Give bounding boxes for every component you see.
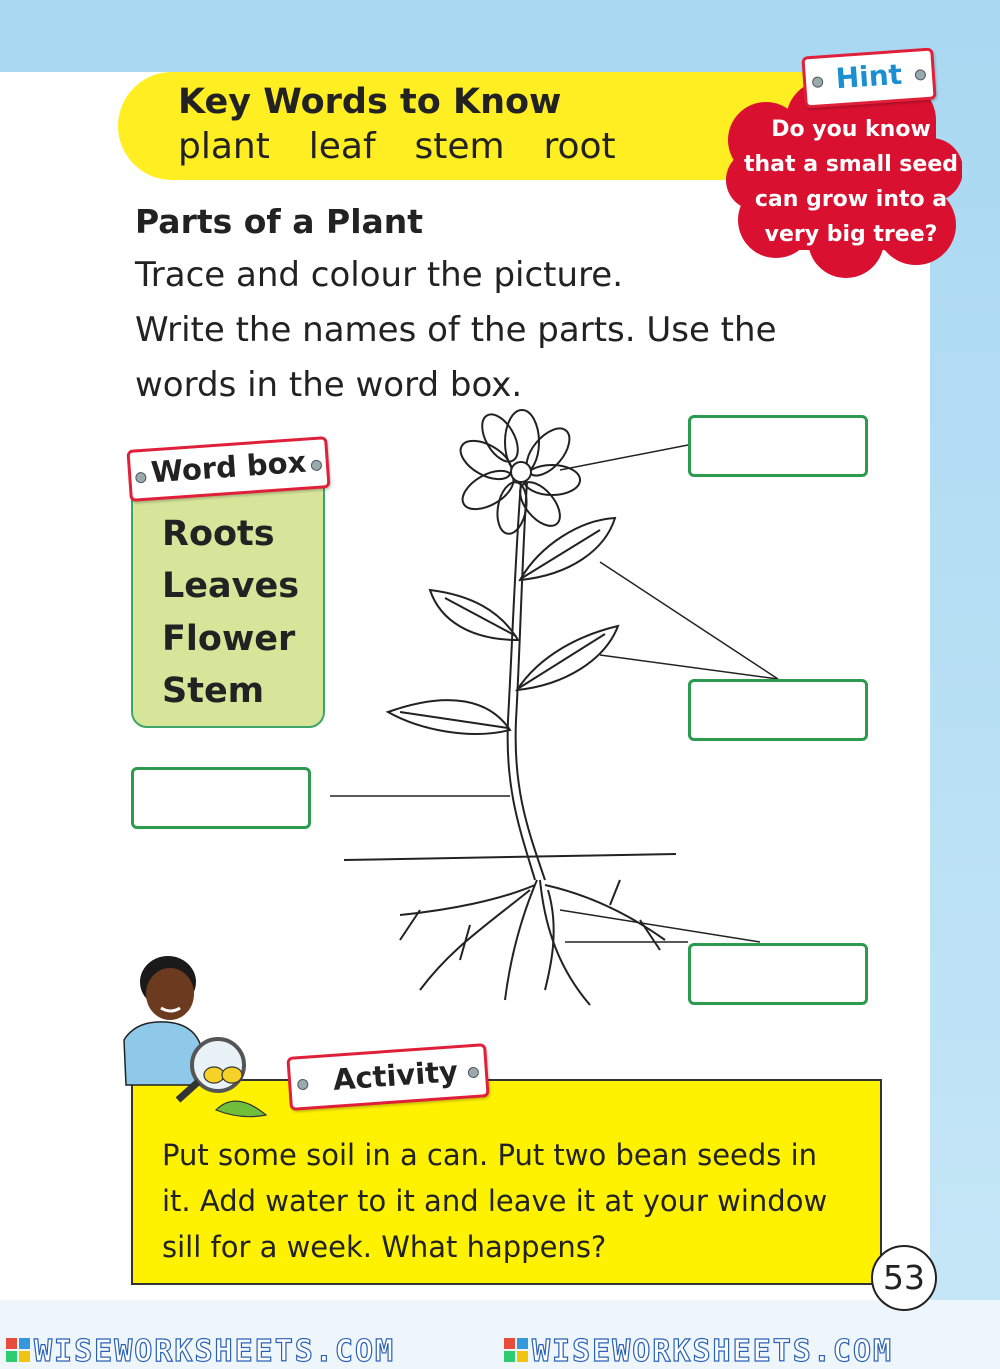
answer-box-flower[interactable] — [688, 415, 868, 477]
hint-line: can grow into a — [754, 187, 948, 212]
hint-text — [738, 112, 964, 252]
hint-line: Do you know — [771, 117, 931, 142]
boy-with-magnifier-icon — [106, 950, 276, 1130]
hint-line: very big tree? — [764, 222, 938, 247]
pin-icon — [135, 472, 147, 484]
watermark-logo-icon — [504, 1338, 528, 1362]
leaves-icon — [388, 518, 618, 734]
activity-line: sill for a week. What happens? — [162, 1230, 607, 1264]
instruction-line: Trace and colour the picture. — [135, 255, 624, 295]
soil-line — [344, 854, 676, 860]
watermark-logo-icon — [6, 1338, 30, 1362]
page-number: 53 — [871, 1245, 937, 1311]
activity-label: Activity — [331, 1054, 460, 1097]
flower-icon — [454, 408, 580, 536]
word-box-item-stem: Stem — [162, 671, 265, 711]
activity-line: Put some soil in a can. Put two bean seeds in — [162, 1138, 818, 1172]
hint-tag — [801, 47, 936, 108]
watermark-text: WISEWORKSHEETS.COM — [34, 1334, 396, 1369]
instruction-line: words in the word box. — [135, 365, 523, 405]
answer-box-roots[interactable] — [688, 943, 868, 1005]
pin-icon — [311, 459, 323, 471]
word-box-item-roots: Roots — [162, 514, 275, 554]
word-box-label: Word box — [149, 444, 308, 490]
activity-line: it. Add water to it and leave it at your window — [162, 1184, 828, 1218]
stem-icon — [508, 482, 545, 880]
pin-icon — [297, 1079, 309, 1091]
answer-box-leaves[interactable] — [688, 679, 868, 741]
word-box-item-flower: Flower — [162, 619, 296, 659]
hint-label: Hint — [834, 57, 904, 96]
answer-box-stem[interactable] — [131, 767, 311, 829]
word-box-item-leaves: Leaves — [162, 566, 300, 606]
activity-text — [162, 1132, 872, 1270]
key-words-list: plant leaf stem root — [178, 126, 616, 167]
instruction-line: Write the names of the parts. Use the — [135, 310, 777, 350]
hint-line: that a small seed — [744, 152, 958, 177]
watermark-text: WISEWORKSHEETS.COM — [532, 1334, 894, 1369]
pin-icon — [468, 1067, 480, 1079]
key-words-title: Key Words to Know — [178, 82, 562, 122]
section-heading: Parts of a Plant — [135, 202, 424, 241]
